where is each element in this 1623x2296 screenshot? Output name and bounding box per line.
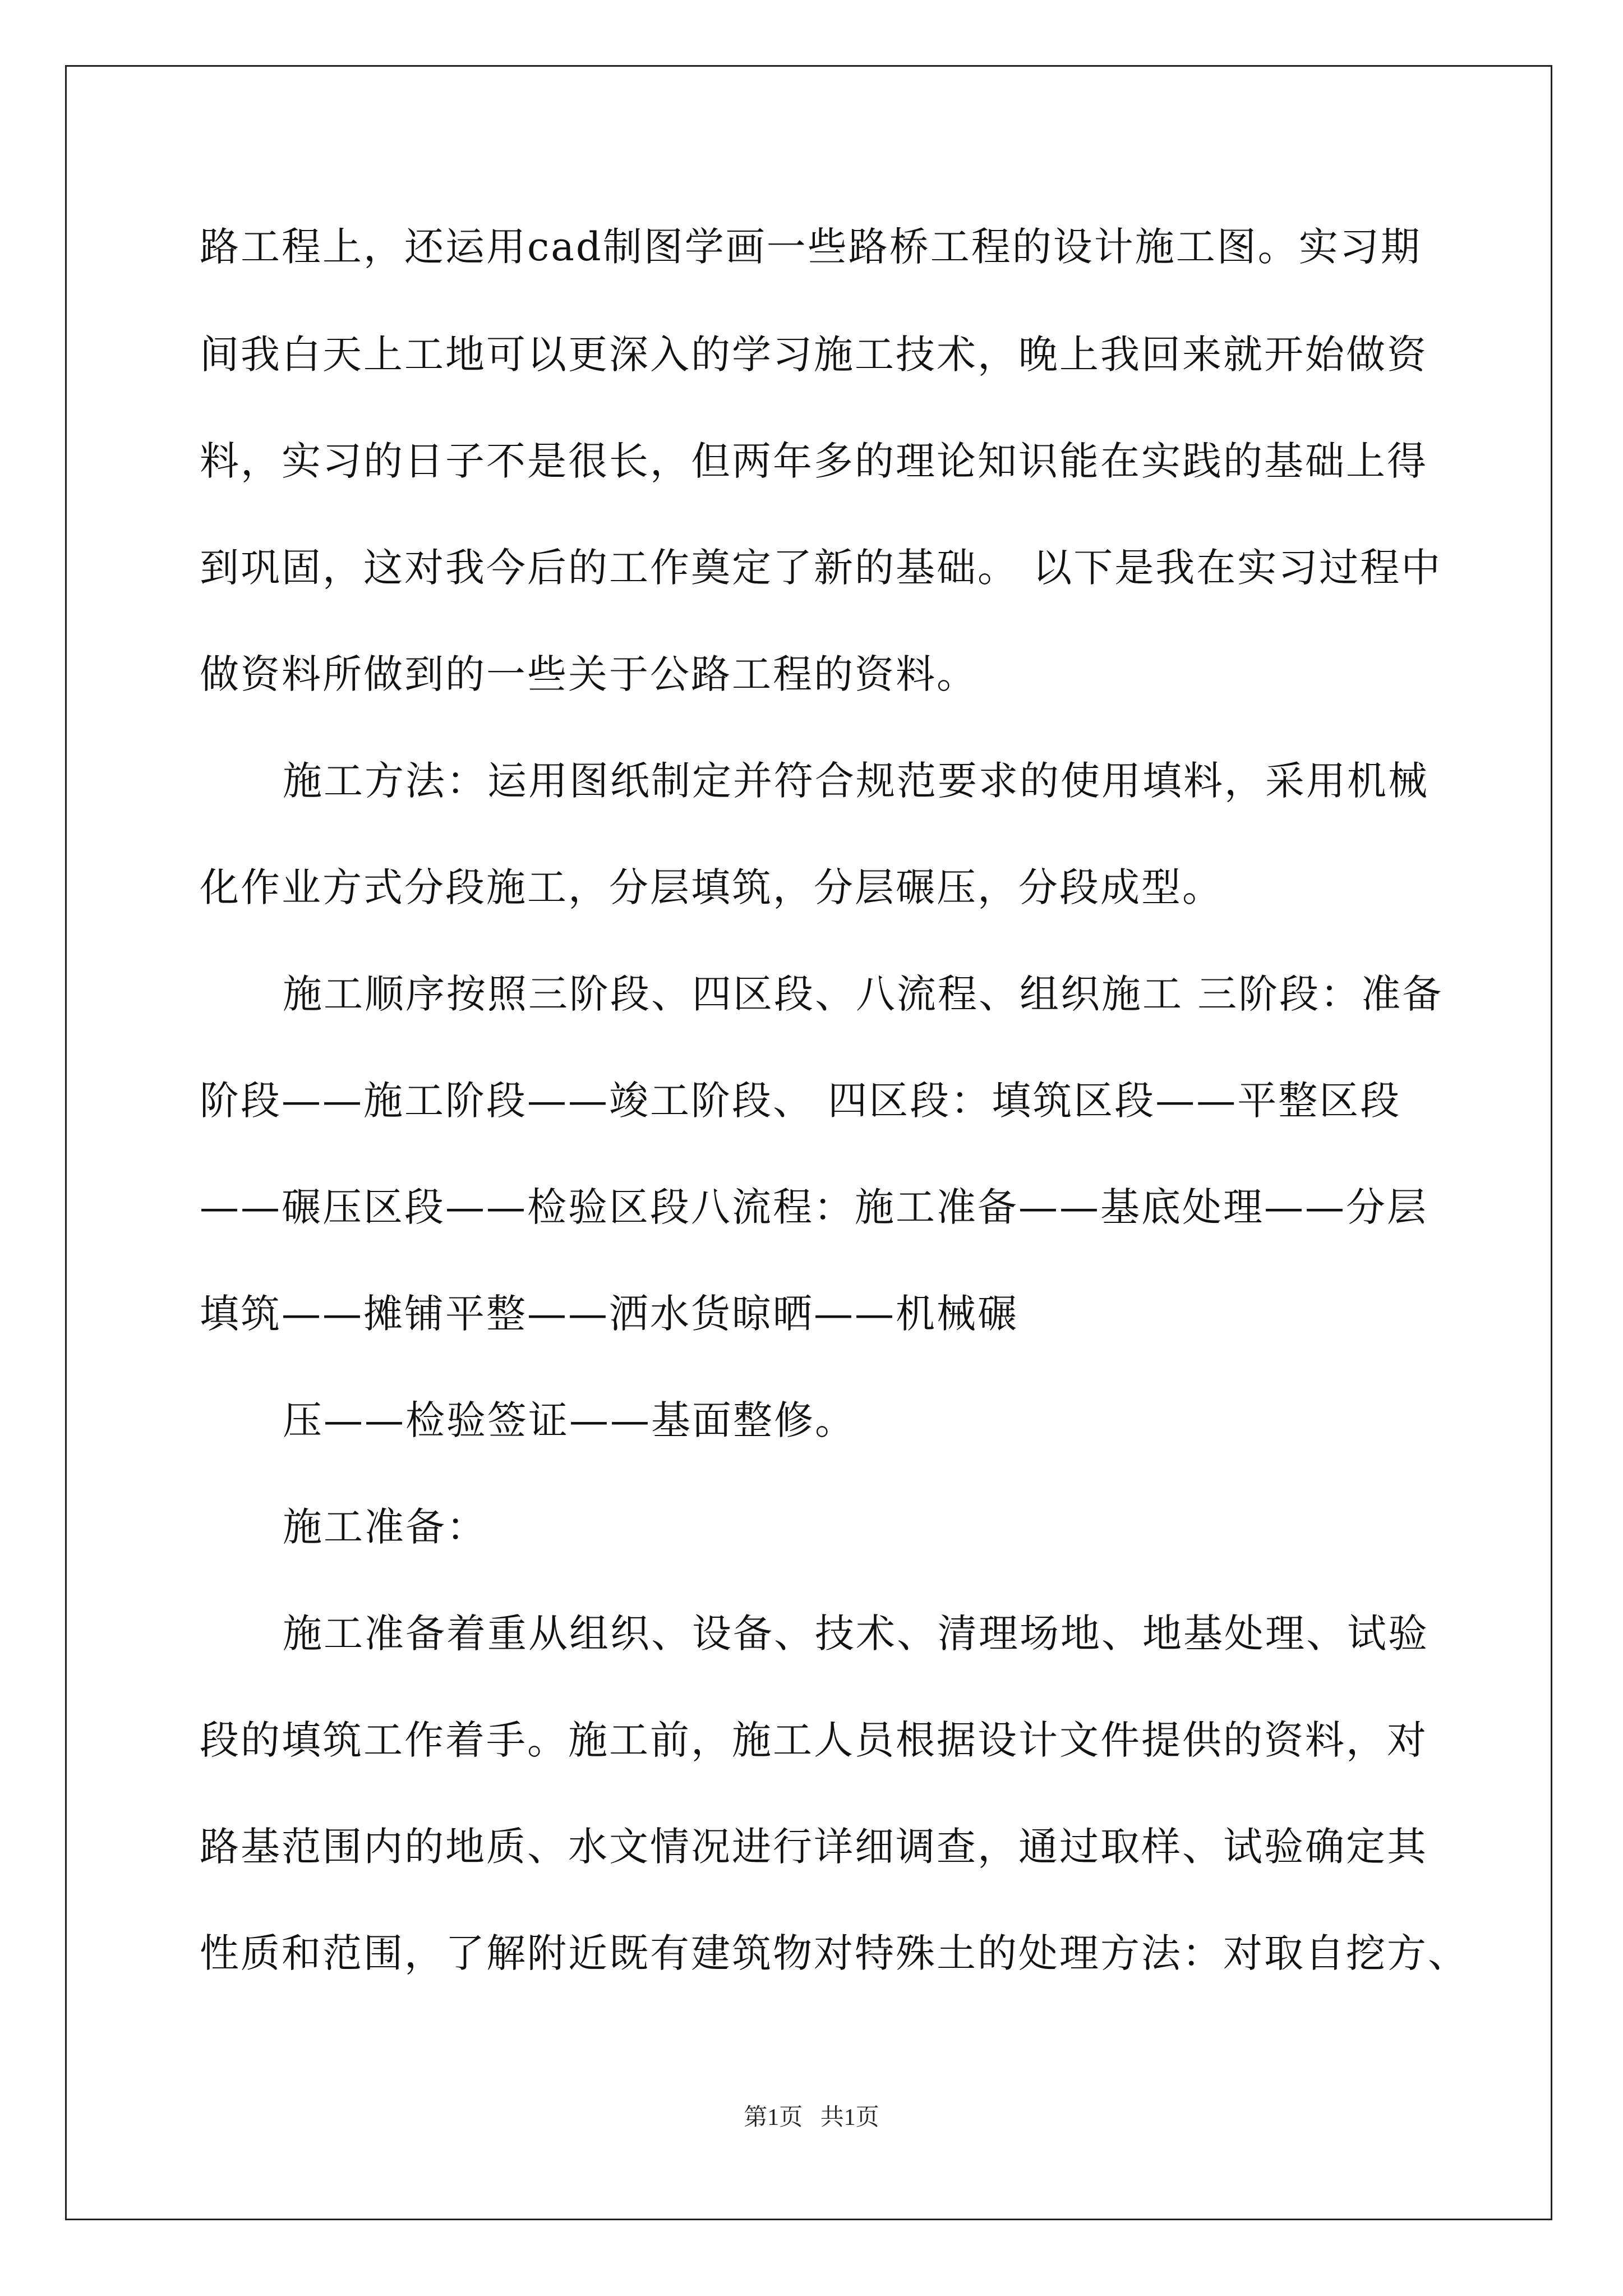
text-line-5: 做资料所做到的一些关于公路工程的资料。	[200, 651, 978, 697]
text-line-2: 间我白天上工地可以更深入的学习施工技术，晚上我回来就开始做资	[200, 332, 1428, 378]
text-line-14: 施工准备着重从组织、设备、技术、清理场地、地基处理、试验	[283, 1611, 1429, 1657]
text-line-13: 施工准备：	[283, 1504, 487, 1550]
text-line-4: 到巩固，这对我今后的工作奠定了新的基础。 以下是我在实习过程中	[200, 545, 1442, 591]
text-line-10: ——碾压区段——检验区段八流程：施工准备——基底处理——分层	[200, 1184, 1428, 1230]
text-line-17: 性质和范围，了解附近既有建筑物对特殊土的处理方法：对取自挖方、	[200, 1930, 1469, 1976]
text-line-16: 路基范围内的地质、水文情况进行详细调查，通过取样、试验确定其	[200, 1824, 1428, 1870]
page-border	[65, 65, 1552, 2220]
page-number: 第1页 共1页	[744, 2105, 879, 2131]
text-line-15: 段的填筑工作着手。施工前，施工人员根据设计文件提供的资料，对	[200, 1717, 1428, 1763]
text-line-11: 填筑——摊铺平整——洒水货晾晒——机械碾	[200, 1291, 1018, 1337]
text-line-1: 路工程上，还运用cad制图学画一些路桥工程的设计施工图。实习期	[200, 224, 1422, 270]
text-line-8: 施工顺序按照三阶段、四区段、八流程、组织施工 三阶段：准备	[283, 971, 1444, 1017]
text-line-6: 施工方法：运用图纸制定并符合规范要求的使用填料，采用机械	[283, 758, 1429, 804]
text-line-7: 化作业方式分段施工，分层填筑，分层碾压，分段成型。	[200, 864, 1223, 910]
text-line-9: 阶段——施工阶段——竣工阶段、 四区段：填筑区段——平整区段	[200, 1078, 1401, 1124]
text-line-3: 料，实习的日子不是很长，但两年多的理论知识能在实践的基础上得	[200, 438, 1428, 484]
text-line-12: 压——检验签证——基面整修。	[283, 1397, 856, 1443]
